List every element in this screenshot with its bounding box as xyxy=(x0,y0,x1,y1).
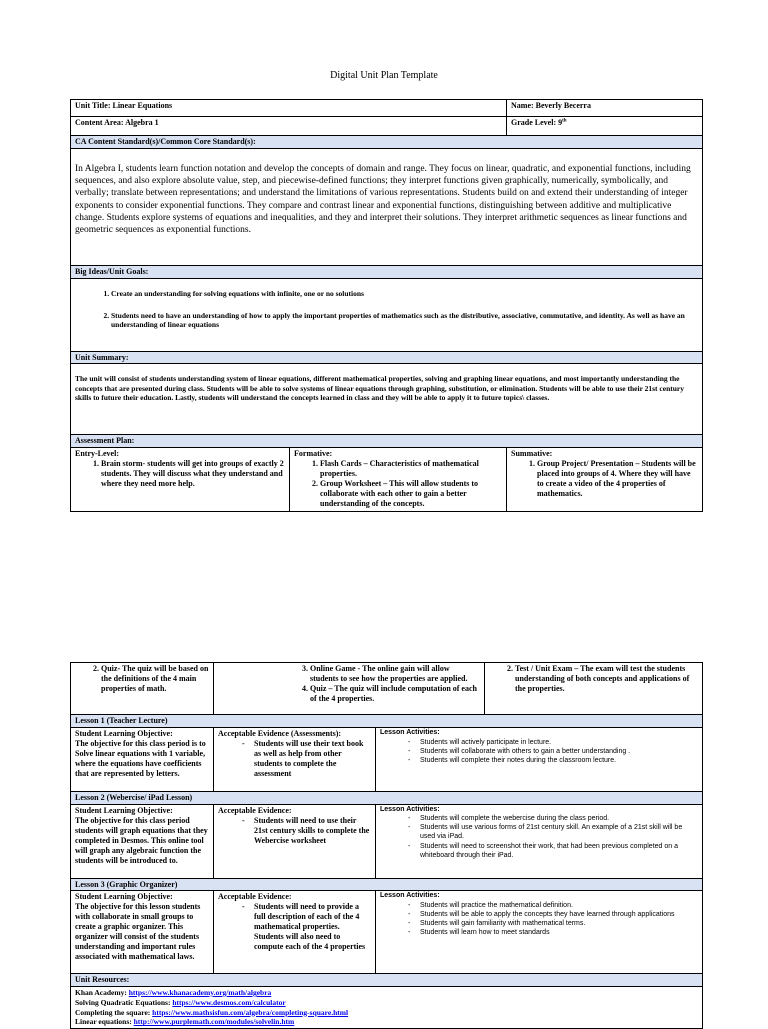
lesson-1-evidence xyxy=(214,727,376,791)
big-ideas-cell xyxy=(71,278,703,351)
cont-summative-cell xyxy=(485,663,703,715)
document-title: Digital Unit Plan Template xyxy=(330,70,438,81)
big-idea-item: 2. Students need to have an understanding of how to apply the important properties of mathematics such as the distributive, associative, commutative, and identity. As well as have an understanding of linear equations xyxy=(111,311,698,330)
summative-label: Summative: xyxy=(511,449,553,458)
formative-cell xyxy=(290,448,507,512)
entry-item: 1. Brain storm- students will get into groups of exactly 2 students. They will discuss what they understand and where they need more help. xyxy=(101,459,285,489)
formative-item: 1. Flash Cards – Characteristics of mathematical properties. xyxy=(320,459,502,479)
activity-item: - Students will learn how to meet standards xyxy=(420,928,698,937)
unit-plan-table xyxy=(70,99,703,512)
resource-item xyxy=(75,988,698,998)
activity-item: - Students will practice the mathematical definition. xyxy=(420,901,698,910)
grade-level: Grade Level: 9 xyxy=(511,118,563,127)
lesson-1-header: Lesson 1 (Teacher Lecture) xyxy=(71,715,703,728)
resource-item xyxy=(75,998,698,1008)
activities-label: Lesson Activities: xyxy=(380,728,440,736)
objective-text: The objective for this lesson students with collaborate in small groups to create a graphic organizer. This organizer will consist of the students understanding and important rules associated with mathematical laws. xyxy=(75,902,201,962)
cont-formative-item: 4. Quiz – The quiz will include computation of each of the 4 properties. xyxy=(310,684,480,704)
lesson-3-evidence xyxy=(214,891,376,974)
activity-item: - Students will use various forms of 21st century skill. An example of a 21st skill will be used via iPad. xyxy=(420,823,698,841)
resource-item xyxy=(75,1008,698,1018)
resource-label: Khan Academy: xyxy=(75,988,129,997)
resource-link[interactable]: https://www.khanacademy.org/math/algebra xyxy=(128,988,272,997)
resource-label: Solving Quadratic Equations: xyxy=(75,997,173,1007)
unit-summary-header: Unit Summary: xyxy=(71,351,703,364)
lesson-1-objective xyxy=(71,727,214,791)
unit-title: Unit Title: Linear Equations xyxy=(71,100,507,117)
cont-entry-item: 2. Quiz- The quiz will be based on the definitions of the 4 main properties of math. xyxy=(101,664,209,694)
big-ideas-header: Big Ideas/Unit Goals: xyxy=(71,265,703,278)
evidence-label: Acceptable Evidence (Assessments): xyxy=(218,728,342,738)
summative-item: 1. Group Project/ Presentation – Students will be placed into groups of 4. Where they will have to create a video of the 4 properties of mathematics. xyxy=(537,459,698,499)
objective-label: Student Learning Objective: xyxy=(75,728,173,738)
unit-plan-table-continued xyxy=(70,662,703,1029)
entry-level-label: Entry-Level: xyxy=(75,449,119,458)
evidence-label: Acceptable Evidence: xyxy=(218,892,292,902)
lesson-2-evidence xyxy=(214,804,376,878)
objective-text: The objective for this class period students will graph equations that they completed in Desmos. This online tool will graph any algebraic function the students will be introduced to. xyxy=(75,815,208,865)
unit-resources-list xyxy=(71,987,703,1029)
entry-level-cell xyxy=(71,448,290,512)
resource-item xyxy=(75,1017,698,1027)
activity-item: - Students will gain familiarity with mathematical terms. xyxy=(420,919,698,928)
grade-level-suffix: th xyxy=(562,118,567,124)
standards-text: In Algebra I, students learn function notation and develop the concepts of domain and range. They focus on linear, quadratic, and exponential functions, including sequences, and also explore absolute value, step, and piecewise-defined functions; they interpret functions given graphically, numerically, symbolically, and verbally; translate between representations; and understand the limitations of various representations. Students build on and extend their understanding of integer exponents to consider exponential functions. They compare and contrast linear and exponential functions, distinguishing between additive and multiplicative change. Students explore systems of equations and inequalities, and they and interpret their solutions. They interpret arithmetic sequences as linear functions and geometric sequences as exponential functions. xyxy=(71,148,703,265)
big-idea-item: 1. Create an understanding for solving equations with infinite, one or no solutions xyxy=(111,289,698,298)
evidence-text: - Students will need to provide a full description of each of the 4 mathematical properties. Students will also need to compute each of the 4 properties xyxy=(254,902,371,952)
resource-label: Linear equations: xyxy=(75,1017,134,1027)
evidence-text: - Students will need to use their 21st century skills to complete the Webercise worksheet xyxy=(254,816,371,846)
activity-item: - Students will complete their notes during the classroom lecture. xyxy=(420,756,698,765)
lesson-3-header: Lesson 3 (Graphic Organizer) xyxy=(71,878,703,891)
unit-resources-header: Unit Resources: xyxy=(71,974,703,987)
resource-link[interactable]: https://www.desmos.com/calculator xyxy=(172,997,286,1007)
objective-text: The objective for this class period is to Solve linear equations with 1 variable, where the equations have coefficients that are represented by letters. xyxy=(75,738,206,778)
cont-formative-item: 3. Online Game - The online gain will allow students to see how the properties are applied. xyxy=(310,664,480,684)
activity-item: - Students will complete the webercise during the class period. xyxy=(420,814,698,823)
lesson-3-objective xyxy=(71,891,214,974)
objective-label: Student Learning Objective: xyxy=(75,805,173,815)
activity-item: - Students will collaborate with others to gain a better understanding . xyxy=(420,747,698,756)
objective-label: Student Learning Objective: xyxy=(75,892,173,902)
activity-item: - Students will actively participate in lecture. xyxy=(420,738,698,747)
content-area: Content Area: Algebra 1 xyxy=(71,117,507,136)
resource-link[interactable]: https://www.mathsisfun.com/algebra/completing-square.html xyxy=(152,1007,349,1017)
cont-summative-item: 2. Test / Unit Exam – The exam will test the students understanding of both concepts and applications of the properties. xyxy=(515,664,698,694)
lesson-2-header: Lesson 2 (Webercise/ iPad Lesson) xyxy=(71,791,703,804)
resource-label: Completing the square: xyxy=(75,1007,153,1017)
assessment-header: Assessment Plan: xyxy=(71,435,703,448)
activity-item: - Students will need to screenshot their work, that had been previous completed on a whiteboard through their iPad. xyxy=(420,842,698,860)
activities-label: Lesson Activities: xyxy=(380,892,440,900)
grade-level-cell xyxy=(507,117,703,136)
resource-link[interactable]: http://www.purplemath.com/modules/solvelin.htm xyxy=(133,1017,295,1027)
teacher-name: Name: Beverly Becerra xyxy=(507,100,703,117)
lesson-2-activities xyxy=(376,804,703,878)
cont-formative-cell xyxy=(214,663,485,715)
standards-header: CA Content Standard(s)/Common Core Standard(s): xyxy=(71,136,703,149)
summative-cell xyxy=(507,448,703,512)
cont-entry-cell xyxy=(71,663,214,715)
lesson-1-activities xyxy=(376,727,703,791)
lesson-2-objective xyxy=(71,804,214,878)
activity-item: - Students will be able to apply the concepts they have learned through applications xyxy=(420,910,698,919)
lesson-3-activities xyxy=(376,891,703,974)
evidence-text: - Students will use their text book as well as help from other students to complete the assessment xyxy=(254,739,371,779)
evidence-label: Acceptable Evidence: xyxy=(218,805,292,815)
formative-item: 2. Group Worksheet – This will allow students to collaborate with each other to gain a better understanding of the concepts. xyxy=(320,479,502,509)
unit-summary-text: The unit will consist of students understanding system of linear equations, different mathematical properties, solving and graphing linear equations, and most importantly understanding the concepts that are presented during class. Students will be able to solve systems of linear equations through graphing, substitution, or elimination. Students will be able to use their 21st century skills to future their education. Lastly, students will understand the concepts learned in class and they will be able to apply it to future topics\ classes. xyxy=(71,364,703,435)
formative-label: Formative: xyxy=(294,449,333,458)
activities-label: Lesson Activities: xyxy=(380,805,440,813)
